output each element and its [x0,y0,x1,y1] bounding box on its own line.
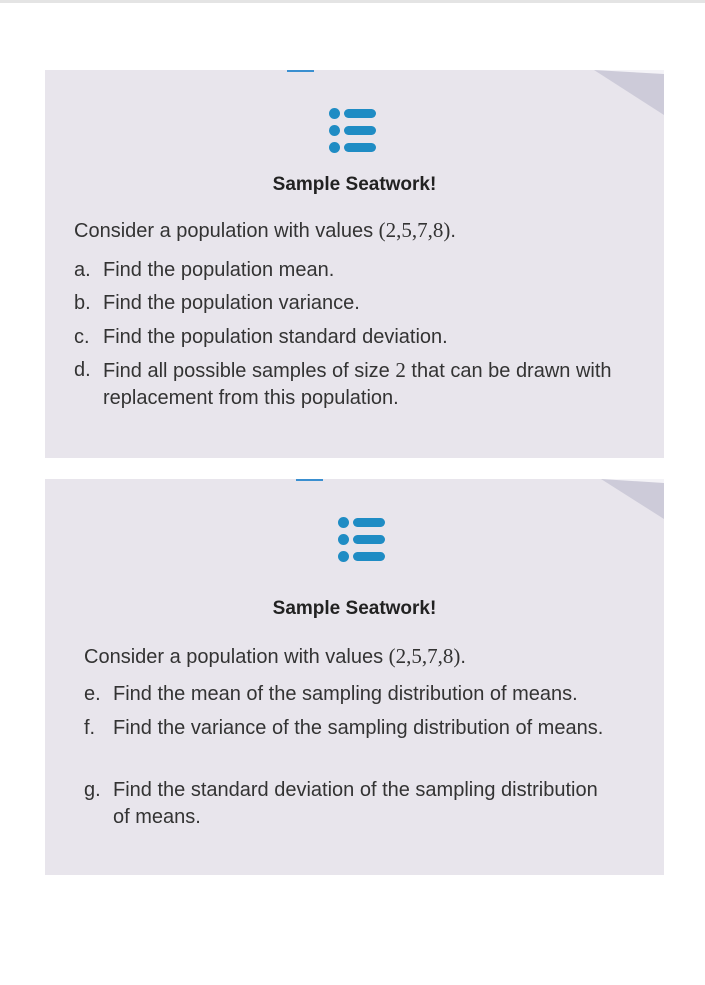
population-values: (2,5,7,8) [388,644,461,668]
list-item: d. Find all possible samples of size 2 that can be drawn with replacement from this population. [74,358,612,409]
intro-text: Consider a population with values (2,5,7,8). [74,218,456,242]
list-item: c. Find the population standard deviation. [74,326,448,348]
slide-title: Sample Seatwork! [272,598,437,619]
slide-accent-line [296,479,323,481]
slide-1 [45,70,664,458]
corner-decoration [579,479,664,519]
intro-text: Consider a population with values (2,5,7,8). [84,644,466,668]
list-item: g. Find the standard deviation of the sampling distribution of means. [84,779,598,828]
list-icon [338,517,386,565]
list-item: a. Find the population mean. [74,259,335,281]
list-icon [329,108,377,156]
top-divider [0,0,705,3]
slide-accent-line [287,70,314,72]
list-item: e. Find the mean of the sampling distribution of means. [84,683,578,705]
list-item: f. Find the variance of the sampling distribution of means. [84,717,604,739]
slide-title: Sample Seatwork! [272,174,437,195]
slide-2 [45,479,664,875]
corner-decoration [569,70,664,115]
list-item: b. Find the population variance. [74,292,360,314]
population-values: (2,5,7,8) [378,218,451,242]
